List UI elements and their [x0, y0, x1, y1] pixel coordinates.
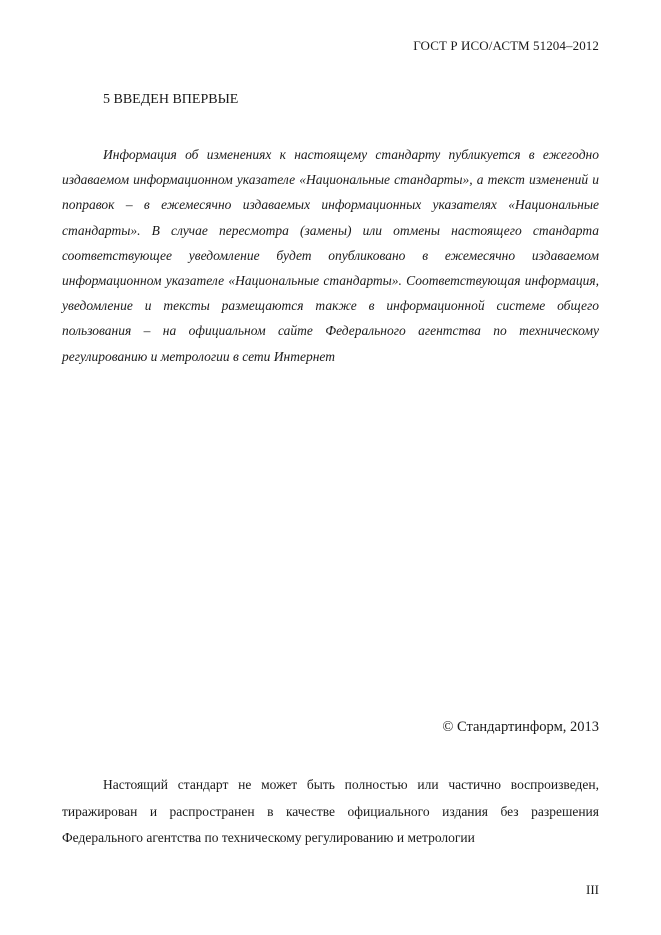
reproduction-restriction-paragraph: Настоящий стандарт не может быть полностью или частично воспроизведен, тиражирован и распространен в качестве официального издания без разрешения Федерального агентства по техническому регулированию и метрологии — [62, 777, 599, 845]
changes-notice-paragraph: Информация об изменениях к настоящему стандарту публикуется в ежегодно издаваемом информационном указателе «Национальные стандарты», а текст изменений и поправок – в ежемесячно издаваемых информационных указателях «Национальные стандарты». В случае пересмотра (замены) или отмены настоящего стандарта соответствующее уведомление будет опубликовано в ежемесячно издаваемом информационном указателе «Национальные стандарты». Соответствующая информация, уведомление и тексты размещаются также в информационной системе общего пользования – на официальном сайте Федерального агентства по техническому регулированию и метрологии в сети Интернет — [62, 147, 599, 364]
document-code-header: ГОСТ Р ИСО/АСТМ 51204–2012 — [413, 38, 599, 53]
section-heading: 5 ВВЕДЕН ВПЕРВЫЕ — [103, 92, 239, 107]
copyright-line: © Стандартинформ, 2013 — [442, 719, 599, 735]
page-number: III — [586, 882, 599, 897]
